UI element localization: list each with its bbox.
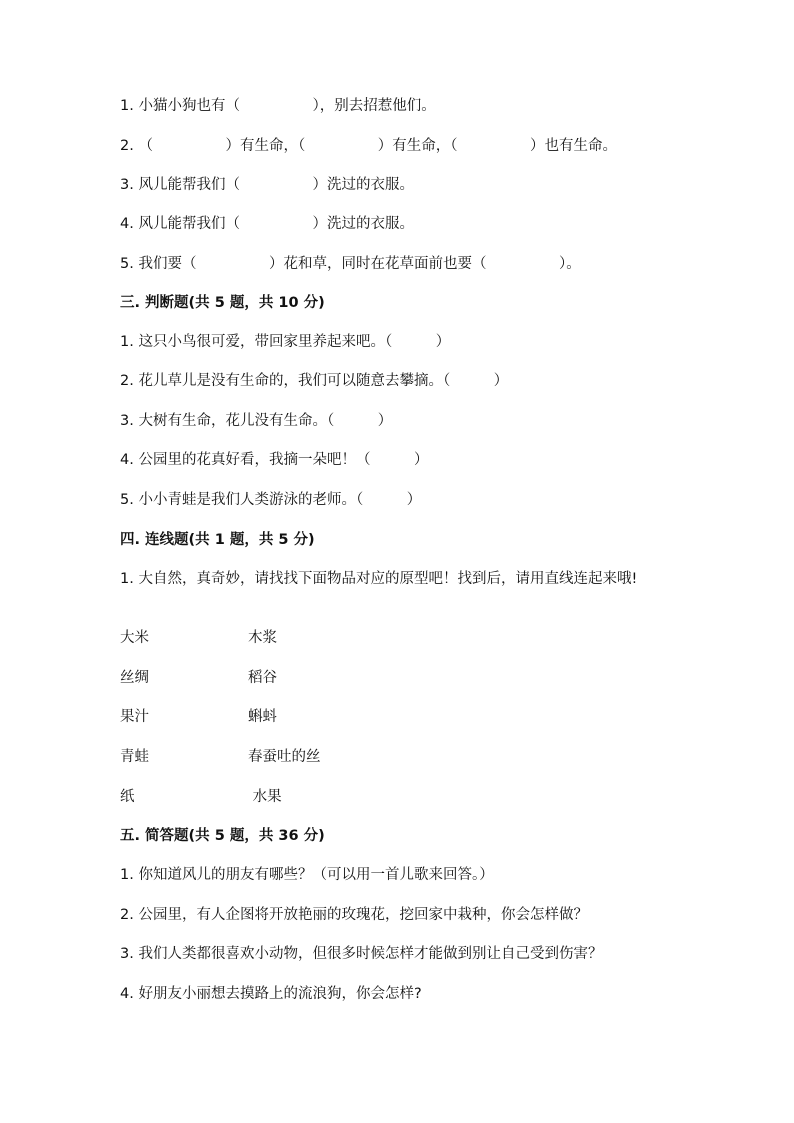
match-right-item: 稻谷	[248, 670, 277, 686]
match-left-item: 大米	[120, 630, 149, 646]
section-5-heading: 五. 简答题(共 5 题，共 36 分)	[120, 828, 325, 844]
fill-in-item-3: 3. 风儿能帮我们（ ）洗过的衣服。	[120, 177, 414, 193]
match-left-item: 青蛙	[120, 749, 149, 765]
match-right-item: 蝌蚪	[248, 709, 277, 725]
match-left-item: 丝绸	[120, 670, 149, 686]
section-3-heading: 三. 判断题(共 5 题，共 10 分)	[120, 295, 325, 311]
fill-in-item-1: 1. 小猫小狗也有（ ），别去招惹他们。	[120, 98, 436, 114]
match-right-item: 水果	[248, 789, 282, 805]
short-answer-item-2: 2. 公园里，有人企图将开放艳丽的玫瑰花，挖回家中栽种，你会怎样做？	[120, 907, 588, 923]
judge-item-1: 1. 这只小鸟很可爱，带回家里养起来吧。（ ）	[120, 334, 451, 350]
match-right-item: 木浆	[248, 630, 277, 646]
judge-item-5: 5. 小小青蛙是我们人类游泳的老师。（ ）	[120, 492, 422, 508]
short-answer-item-3: 3. 我们人类都很喜欢小动物，但很多时候怎样才能做到别让自己受到伤害？	[120, 946, 603, 962]
judge-item-2: 2. 花儿草儿是没有生命的，我们可以随意去攀摘。（ ）	[120, 373, 509, 389]
match-left-item: 纸	[120, 789, 135, 805]
match-left-item: 果汁	[120, 709, 149, 725]
short-answer-item-1: 1. 你知道风儿的朋友有哪些？（可以用一首儿歌来回答。）	[120, 867, 494, 883]
fill-in-item-4: 4. 风儿能帮我们（ ）洗过的衣服。	[120, 216, 414, 232]
fill-in-item-5: 5. 我们要（ ）花和草，同时在花草面前也要（ ）。	[120, 256, 581, 272]
match-right-item: 春蚕吐的丝	[248, 749, 321, 765]
judge-item-3: 3. 大树有生命，花儿没有生命。（ ）	[120, 413, 393, 429]
fill-in-item-2: 2. （ ）有生命，（ ）有生命，（ ）也有生命。	[120, 138, 617, 154]
short-answer-item-4: 4. 好朋友小丽想去摸路上的流浪狗，你会怎样?	[120, 986, 422, 1002]
judge-item-4: 4. 公园里的花真好看，我摘一朵吧！（ ）	[120, 452, 429, 468]
matching-question: 1. 大自然，真奇妙，请找找下面物品对应的原型吧！找到后，请用直线连起来哦!	[120, 571, 638, 587]
section-4-heading: 四. 连线题(共 1 题，共 5 分)	[120, 532, 315, 548]
